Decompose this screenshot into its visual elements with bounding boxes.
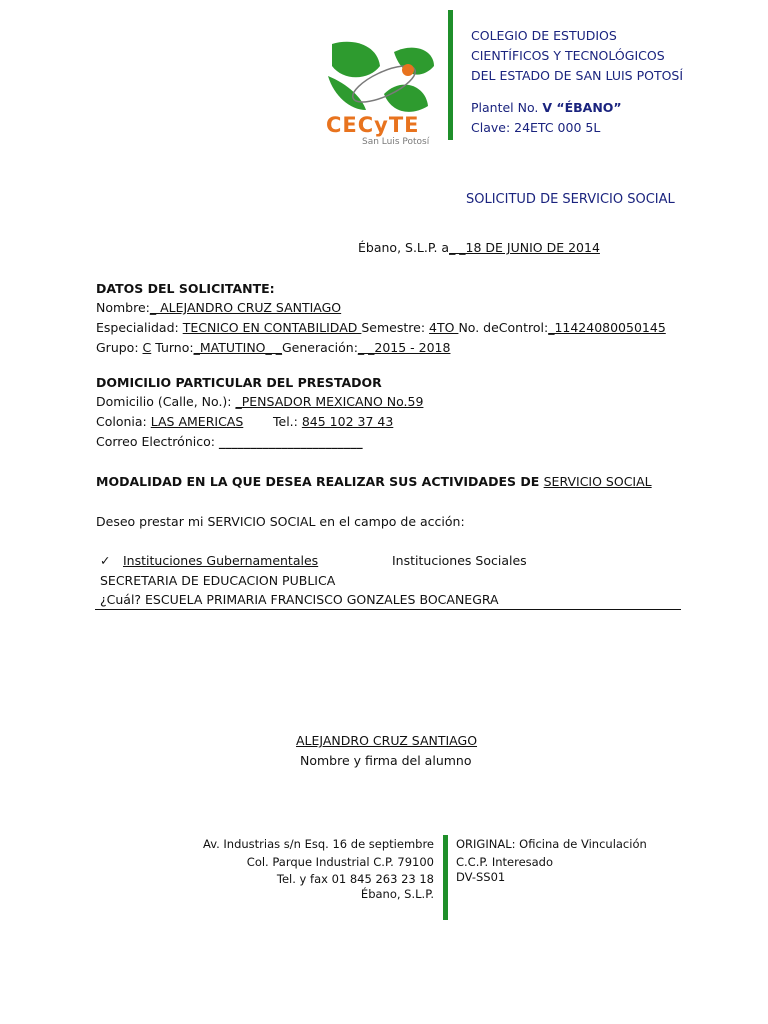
plantel-label: Plantel No. xyxy=(471,100,543,115)
institution-line-1: COLEGIO DE ESTUDIOS xyxy=(471,28,617,43)
modalidad-value: SERVICIO SOCIAL xyxy=(543,474,652,489)
dependencia: SECRETARIA DE EDUCACION PUBLICA xyxy=(100,573,336,588)
colonia-label: Colonia: xyxy=(96,414,151,429)
domicilio-heading: DOMICILIO PARTICULAR DEL PRESTADOR xyxy=(96,375,382,390)
tel-value: 845 102 37 43 xyxy=(301,414,394,429)
especialidad-row xyxy=(96,320,666,335)
document-title: SOLICITUD DE SERVICIO SOCIAL xyxy=(466,192,675,207)
firma-caption: Nombre y firma del alumno xyxy=(300,753,472,768)
modalidad-intro: Deseo prestar mi SERVICIO SOCIAL en el campo de acción: xyxy=(96,514,465,529)
especialidad-value: TECNICO EN CONTABILIDAD xyxy=(182,320,362,335)
footer-copy-2: C.C.P. Interesado xyxy=(456,855,554,869)
clave: Clave: 24ETC 000 5L xyxy=(471,120,601,135)
calle-value: _PENSADOR MEXICANO No.59 xyxy=(235,394,424,409)
plantel xyxy=(471,98,622,118)
option-gubernamentales: Instituciones Gubernamentales xyxy=(123,553,319,568)
cual-line: ¿Cuál? ESCUELA PRIMARIA FRANCISCO GONZALES BOCANEGRA xyxy=(100,592,499,607)
option-sociales: Instituciones Sociales xyxy=(392,553,527,568)
tel-row xyxy=(273,414,393,429)
solicitante-heading: DATOS DEL SOLICITANTE: xyxy=(96,281,275,296)
control-label: No. deControl: xyxy=(458,320,549,335)
generacion-value: _ _2015 - 2018 xyxy=(357,340,451,355)
especialidad-label: Especialidad: xyxy=(96,320,183,335)
footer-copy-1: ORIGINAL: Oficina de Vinculación xyxy=(456,837,647,851)
nombre-row xyxy=(96,300,341,315)
check-icon: ✓ xyxy=(100,553,111,568)
semestre-label: Semestre: xyxy=(361,320,430,335)
header-divider xyxy=(448,10,453,140)
nombre-label: Nombre: xyxy=(96,300,150,315)
logo-subtext: San Luis Potosí xyxy=(362,137,430,147)
firma-name: ALEJANDRO CRUZ SANTIAGO xyxy=(296,733,478,748)
footer-address-2: Col. Parque Industrial C.P. 79100 xyxy=(246,855,434,869)
correo-label: Correo Electrónico: xyxy=(96,434,219,449)
grupo-value: C xyxy=(142,340,152,355)
institution-line-3: DEL ESTADO DE SAN LUIS POTOSÍ xyxy=(471,68,684,83)
nombre-value: _ ALEJANDRO CRUZ SANTIAGO xyxy=(149,300,342,315)
footer-divider xyxy=(443,835,448,920)
cual-underline xyxy=(95,609,681,610)
logo-wordmark: CECyTE xyxy=(326,113,420,137)
correo-value: _______________________ xyxy=(218,434,363,449)
turno-label: Turno: xyxy=(151,340,194,355)
date-blank: _ _ xyxy=(449,240,466,255)
footer-address-3: Tel. y fax 01 845 263 23 18 xyxy=(276,872,434,886)
grupo-row xyxy=(96,340,450,355)
institution-line-2: CIENTÍFICOS Y TECNOLÓGICOS xyxy=(471,48,665,63)
control-value: _11424080050145 xyxy=(548,320,666,335)
date-value: 18 DE JUNIO DE 2014 xyxy=(465,240,600,255)
tel-label: Tel.: xyxy=(273,414,302,429)
plantel-value: V “ÉBANO” xyxy=(542,100,622,115)
date-line xyxy=(358,240,600,255)
date-prefix: Ébano, S.L.P. a xyxy=(358,240,450,255)
footer-address-4: Ébano, S.L.P. xyxy=(360,887,434,901)
colonia-row xyxy=(96,414,243,429)
footer-address-1: Av. Industrias s/n Esq. 16 de septiembre xyxy=(203,837,434,851)
calle-row xyxy=(96,394,423,409)
correo-row xyxy=(96,434,363,449)
calle-label: Domicilio (Calle, No.): xyxy=(96,394,236,409)
modalidad-heading: MODALIDAD EN LA QUE DESEA REALIZAR SUS ACTIVIDADES DE xyxy=(96,474,544,489)
semestre-value: 4TO xyxy=(429,320,459,335)
colonia-value: LAS AMERICAS xyxy=(150,414,244,429)
grupo-label: Grupo: xyxy=(96,340,143,355)
modalidad-row xyxy=(96,474,652,489)
turno-value: _MATUTINO_ _ xyxy=(193,340,282,355)
generacion-label: Generación: xyxy=(281,340,358,355)
footer-copy-3: DV-SS01 xyxy=(456,870,506,884)
